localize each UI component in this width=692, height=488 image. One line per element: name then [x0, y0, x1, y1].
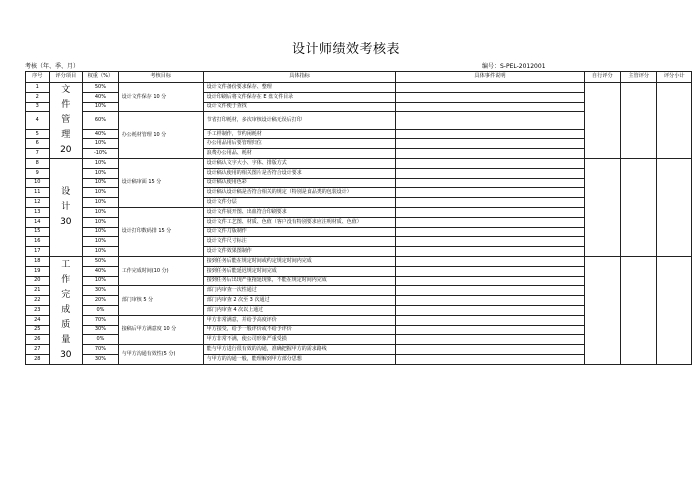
indicator-cell: 设计文件展开图、出血符合印刷要求: [203, 207, 396, 217]
indicator-cell: 接到任务后能在规定时间或约定规定时间内完成: [203, 256, 396, 266]
weight-cell: 30%: [83, 325, 119, 335]
seq-cell: 5: [26, 129, 50, 139]
seq-cell: 27: [26, 345, 50, 355]
seq-cell: 25: [26, 325, 50, 335]
seq-cell: 8: [26, 159, 50, 169]
indicator-cell: 设计文件备份要求保存、整理: [203, 83, 396, 93]
indicator-cell: 设计文件刀版制作: [203, 227, 396, 237]
goal-cell: 办公耗材管理 10 分: [118, 112, 203, 159]
seq-cell: 24: [26, 315, 50, 325]
indicator-cell: 与甲方的沟通一般，能理解到甲方部分思想: [203, 354, 396, 364]
weight-cell: 70%: [83, 315, 119, 325]
indicator-cell: 设计稿认文字大小、字体、排版方式: [203, 159, 396, 169]
header-subtotal: 评分小计: [657, 72, 692, 83]
indicator-cell: 设计文件工艺图、材质、色值（客户没有特别要求应注明材质、色值）: [203, 217, 396, 227]
weight-cell: 40%: [83, 129, 119, 139]
seq-cell: 9: [26, 168, 50, 178]
indicator-cell: 节省打印耗材，多次审核设计稿无误后打印: [203, 112, 396, 129]
seq-cell: 21: [26, 286, 50, 296]
page-title: 设计师绩效考核表: [291, 42, 400, 57]
table-header-row: [26, 72, 692, 83]
event-cell[interactable]: [396, 247, 584, 257]
event-cell[interactable]: [396, 159, 584, 169]
weight-cell: 10%: [83, 178, 119, 188]
goal-cell: 工作完成时间(10 分): [118, 256, 203, 285]
seq-cell: 23: [26, 305, 50, 315]
goal-cell: 接稿后甲方满意度 10 分: [118, 315, 203, 344]
event-cell[interactable]: [396, 217, 584, 227]
header-event: 具体事件说明: [396, 72, 584, 83]
event-cell[interactable]: [396, 345, 584, 355]
event-cell[interactable]: [396, 198, 584, 208]
event-cell[interactable]: [396, 354, 584, 364]
seq-cell: 26: [26, 335, 50, 345]
weight-cell: 30%: [83, 286, 119, 296]
seq-cell: 3: [26, 102, 50, 112]
indicator-cell: 部门内审查 4 次以上通过: [203, 305, 396, 315]
event-cell[interactable]: [396, 139, 584, 149]
indicator-cell: 设计文件尺寸标注: [203, 237, 396, 247]
table-row: [26, 256, 692, 266]
weight-cell: 20%: [83, 296, 119, 306]
seq-cell: 19: [26, 266, 50, 276]
indicator-cell: 设计稿认使用色彩: [203, 178, 396, 188]
indicator-cell: 部门内审查一次性通过: [203, 286, 396, 296]
indicator-cell: 能与甲方进行很有效的沟通，准确把握甲方的需求路线: [203, 345, 396, 355]
header-seq: 序号: [26, 72, 50, 83]
performance-table: [25, 71, 692, 365]
supervisor-score-cell[interactable]: [620, 159, 656, 257]
weight-cell: -10%: [83, 149, 119, 159]
event-cell[interactable]: [396, 129, 584, 139]
weight-cell: 70%: [83, 345, 119, 355]
event-cell[interactable]: [396, 335, 584, 345]
header-self-score: 自行评分: [584, 72, 620, 83]
weight-cell: 10%: [83, 139, 119, 149]
weight-cell: 10%: [83, 102, 119, 112]
header-supervisor-score: 主管评分: [620, 72, 656, 83]
indicator-cell: 浪费办公用品、耗材: [203, 149, 396, 159]
event-cell[interactable]: [396, 276, 584, 286]
weight-cell: 0%: [83, 305, 119, 315]
header-goal: 考核目标: [118, 72, 203, 83]
indicator-cell: 设计稿认使用的相关图片是否符合设计要求: [203, 168, 396, 178]
seq-cell: 18: [26, 256, 50, 266]
seq-cell: 10: [26, 178, 50, 188]
weight-cell: 50%: [83, 83, 119, 93]
weight-cell: 10%: [83, 217, 119, 227]
event-cell[interactable]: [396, 83, 584, 93]
table-row: [26, 83, 692, 93]
event-cell[interactable]: [396, 102, 584, 112]
event-cell[interactable]: [396, 325, 584, 335]
indicator-cell: 部门内审查 2 次至 3 次通过: [203, 296, 396, 306]
indicator-cell: 甲方非常满意，并给予高度评价: [203, 315, 396, 325]
indicator-cell: 设计稿认设计稿是否符合相关的规定（特别是食品类的包装设计）: [203, 188, 396, 198]
indicator-cell: 设计文件便于查找: [203, 102, 396, 112]
category-work-quality: 工 作 完 成 质 量 30: [49, 256, 83, 364]
event-cell[interactable]: [396, 286, 584, 296]
seq-cell: 15: [26, 227, 50, 237]
header-weight: 权重（%）: [83, 72, 119, 83]
event-cell[interactable]: [396, 305, 584, 315]
seq-cell: 17: [26, 247, 50, 257]
goal-cell: 设计打印数码排 15 分: [118, 207, 203, 256]
header-item: 评分项目: [49, 72, 83, 83]
weight-cell: 10%: [83, 159, 119, 169]
event-cell[interactable]: [396, 227, 584, 237]
weight-cell: 10%: [83, 207, 119, 217]
indicator-cell: 甲方接受，给予一般评价或不给予评价: [203, 325, 396, 335]
weight-cell: 10%: [83, 276, 119, 286]
weight-cell: 60%: [83, 112, 119, 129]
event-cell[interactable]: [396, 237, 584, 247]
weight-cell: 10%: [83, 247, 119, 257]
weight-cell: 40%: [83, 266, 119, 276]
indicator-cell: 设计印刷后将文件保存在 E 盘文件目录: [203, 92, 396, 102]
weight-cell: 10%: [83, 227, 119, 237]
goal-cell: 部门审核 5 分: [118, 286, 203, 315]
weight-cell: 30%: [83, 354, 119, 364]
event-cell[interactable]: [396, 178, 584, 188]
weight-cell: 0%: [83, 335, 119, 345]
seq-cell: 16: [26, 237, 50, 247]
weight-cell: 50%: [83, 256, 119, 266]
period-label: 考核（年、季、月）: [25, 63, 80, 70]
document-number: 编号：S-PEL-2012001: [482, 63, 546, 70]
event-cell[interactable]: [396, 168, 584, 178]
subtotal-cell[interactable]: [657, 83, 692, 159]
weight-cell: 10%: [83, 168, 119, 178]
seq-cell: 12: [26, 198, 50, 208]
indicator-cell: 接到任务后出现严重拖延现象，不能在规定时间内完成: [203, 276, 396, 286]
event-cell[interactable]: [396, 112, 584, 129]
supervisor-score-cell[interactable]: [620, 256, 656, 364]
self-score-cell[interactable]: [584, 256, 620, 364]
indicator-cell: 接到任务后能延迟规定时间完成: [203, 266, 396, 276]
self-score-cell[interactable]: [584, 83, 620, 159]
header-indicator: 具体指标: [203, 72, 396, 83]
seq-cell: 1: [26, 83, 50, 93]
weight-cell: 10%: [83, 237, 119, 247]
table-row: [26, 159, 692, 169]
seq-cell: 7: [26, 149, 50, 159]
self-score-cell[interactable]: [584, 159, 620, 257]
weight-cell: 40%: [83, 92, 119, 102]
seq-cell: 11: [26, 188, 50, 198]
category-file-management: 文 件 管 理 20: [49, 83, 83, 159]
indicator-cell: 设计文件效果图制作: [203, 247, 396, 257]
goal-cell: 与甲方沟通有效性(5 分): [118, 345, 203, 365]
goal-cell: 设计稿审面 15 分: [118, 159, 203, 208]
seq-cell: 13: [26, 207, 50, 217]
subtotal-cell[interactable]: [657, 256, 692, 364]
seq-cell: 6: [26, 139, 50, 149]
goal-cell: 设计文件保存 10 分: [118, 83, 203, 112]
category-design: 设 计 30: [49, 159, 83, 257]
seq-cell: 22: [26, 296, 50, 306]
seq-cell: 4: [26, 112, 50, 129]
supervisor-score-cell[interactable]: [620, 83, 656, 159]
event-cell[interactable]: [396, 207, 584, 217]
weight-cell: 10%: [83, 188, 119, 198]
indicator-cell: 手工样制作，节约闲耗材: [203, 129, 396, 139]
event-cell[interactable]: [396, 256, 584, 266]
event-cell[interactable]: [396, 149, 584, 159]
event-cell[interactable]: [396, 92, 584, 102]
seq-cell: 14: [26, 217, 50, 227]
event-cell[interactable]: [396, 296, 584, 306]
event-cell[interactable]: [396, 266, 584, 276]
indicator-cell: 甲方非常不满，使公司形象严重受损: [203, 335, 396, 345]
indicator-cell: 办公用品用后要管理归位: [203, 139, 396, 149]
indicator-cell: 设计文件分层: [203, 198, 396, 208]
event-cell[interactable]: [396, 315, 584, 325]
weight-cell: 10%: [83, 198, 119, 208]
seq-cell: 2: [26, 92, 50, 102]
seq-cell: 28: [26, 354, 50, 364]
subtotal-cell[interactable]: [657, 159, 692, 257]
event-cell[interactable]: [396, 188, 584, 198]
seq-cell: 20: [26, 276, 50, 286]
